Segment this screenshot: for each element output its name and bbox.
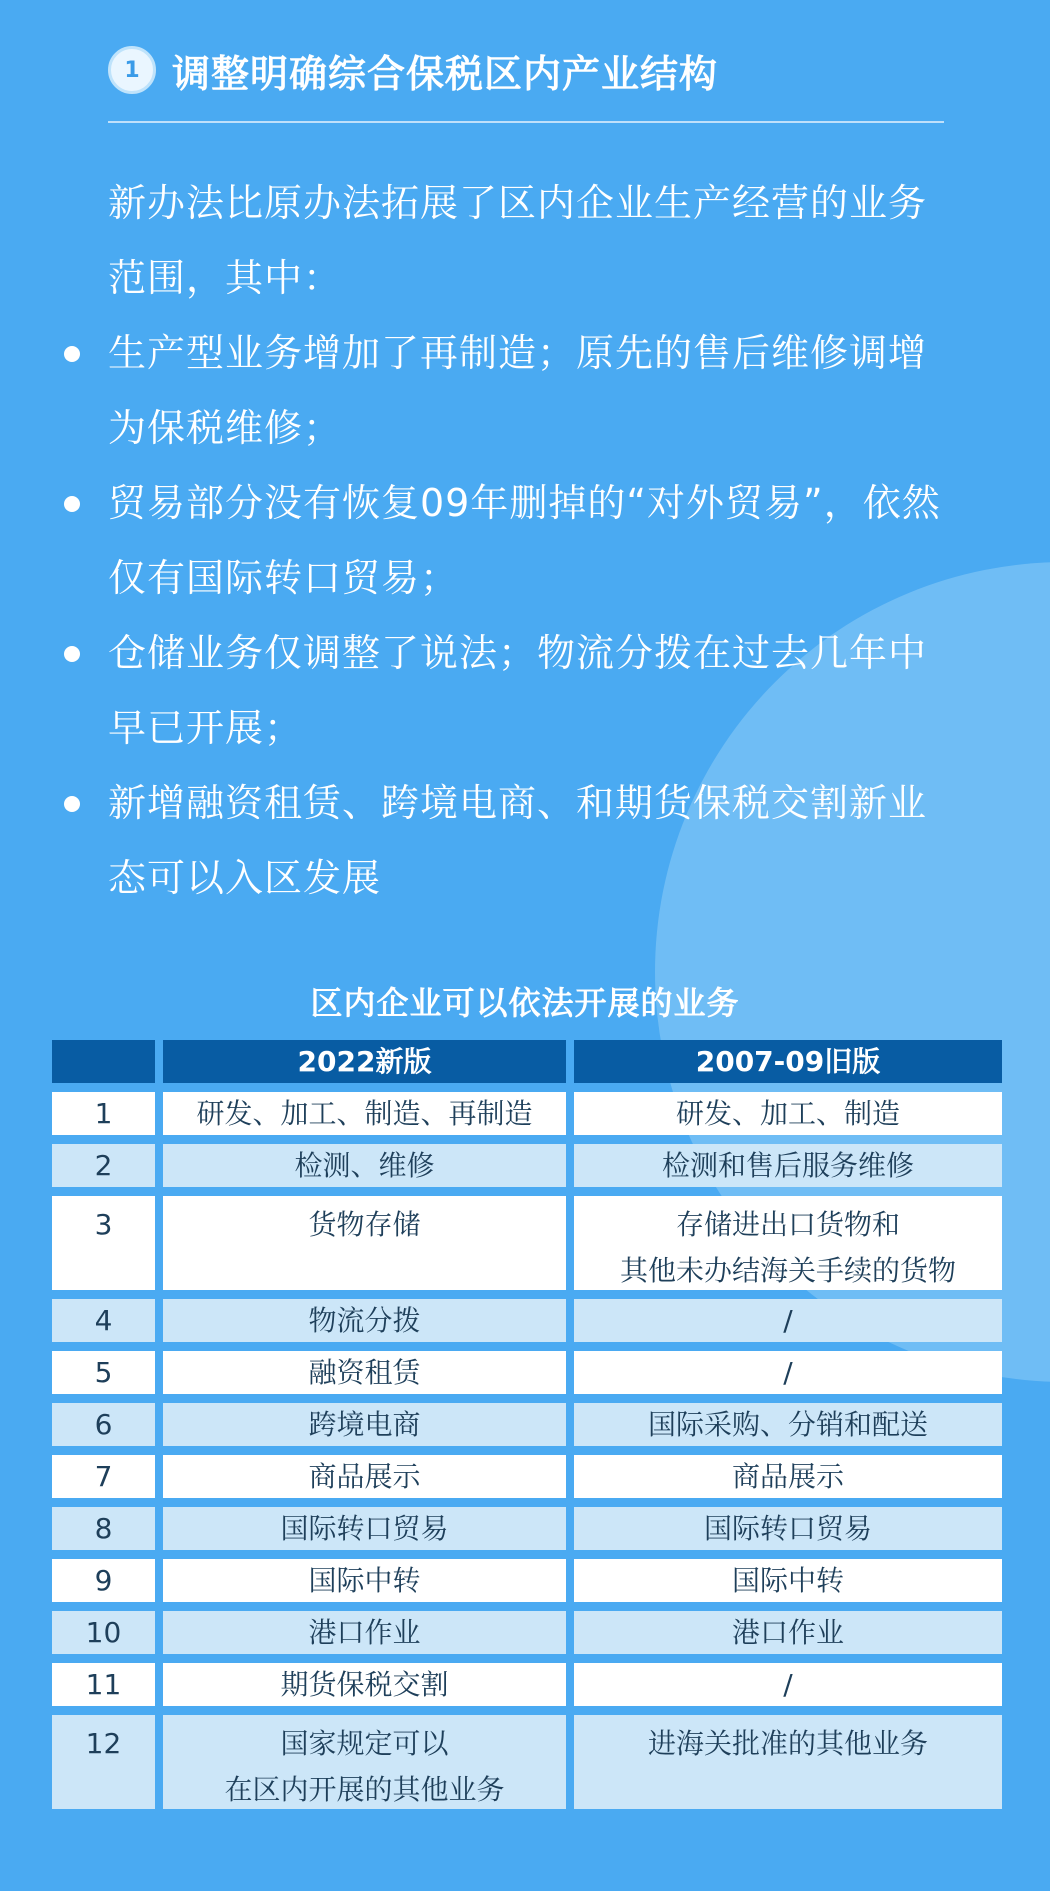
bullet-text: 贸易部分没有恢复09年删掉的“对外贸易”，依然仅有国际转口贸易； [108,481,941,600]
section-heading [108,42,718,98]
new-version-cell: 研发、加工、制造、再制造 [163,1092,566,1135]
table-row [52,1092,1002,1135]
row-number-cell: 1 [52,1092,155,1135]
row-number-cell: 5 [52,1351,155,1394]
bullet-list [108,316,958,916]
old-version-cell: 进海关批准的其他业务 [574,1715,1002,1809]
header-old-version: 2007-09旧版 [574,1040,1002,1083]
old-version-cell: 国际转口贸易 [574,1507,1002,1550]
bullet-item [108,766,958,916]
bullet-item [108,316,958,466]
table-row [52,1715,1002,1809]
header-no [52,1040,155,1083]
new-version-cell: 期货保税交割 [163,1663,566,1706]
table-row [52,1663,1002,1706]
table-row [52,1196,1002,1290]
row-number-cell: 7 [52,1455,155,1498]
table-row [52,1455,1002,1498]
old-version-cell: / [574,1299,1002,1342]
table-row [52,1559,1002,1602]
bullet-dot-icon [64,796,80,812]
old-version-cell: 商品展示 [574,1455,1002,1498]
new-version-cell: 物流分拨 [163,1299,566,1342]
bullet-text: 生产型业务增加了再制造；原先的售后维修调增为保税维修； [108,331,928,450]
old-version-cell: / [574,1351,1002,1394]
intro-paragraph: 新办法比原办法拓展了区内企业生产经营的业务范围，其中： [108,181,928,300]
new-version-cell: 商品展示 [163,1455,566,1498]
old-version-cell: 国际采购、分销和配送 [574,1403,1002,1446]
row-number-cell: 9 [52,1559,155,1602]
section-number-badge: 1 [108,46,156,94]
new-version-cell: 跨境电商 [163,1403,566,1446]
table-row [52,1507,1002,1550]
old-version-cell: / [574,1663,1002,1706]
heading-divider [108,121,944,123]
bullet-item [108,616,958,766]
row-number-cell: 10 [52,1611,155,1654]
new-version-cell: 检测、维修 [163,1144,566,1187]
header-new-version: 2022新版 [163,1040,566,1083]
table-row [52,1403,1002,1446]
old-version-cell: 港口作业 [574,1611,1002,1654]
new-version-cell: 国际转口贸易 [163,1507,566,1550]
row-number-cell: 2 [52,1144,155,1187]
new-version-cell: 港口作业 [163,1611,566,1654]
new-version-cell: 国际中转 [163,1559,566,1602]
new-version-cell: 融资租赁 [163,1351,566,1394]
bullet-dot-icon [64,496,80,512]
row-number-cell: 12 [52,1715,155,1809]
row-number-cell: 4 [52,1299,155,1342]
old-version-cell: 国际中转 [574,1559,1002,1602]
bullet-text: 仓储业务仅调整了说法；物流分拨在过去几年中早已开展； [108,631,928,750]
bullet-dot-icon [64,646,80,662]
bullet-text: 新增融资租赁、跨境电商、和期货保税交割新业态可以入区发展 [108,781,928,900]
old-version-cell: 研发、加工、制造 [574,1092,1002,1135]
bullet-item [108,466,958,616]
old-version-cell: 存储进出口货物和 其他未办结海关手续的货物 [574,1196,1002,1290]
new-version-cell: 货物存储 [163,1196,566,1290]
table-row [52,1351,1002,1394]
table-row [52,1299,1002,1342]
row-number-cell: 3 [52,1196,155,1290]
old-version-cell: 检测和售后服务维修 [574,1144,1002,1187]
new-version-cell: 国家规定可以 在区内开展的其他业务 [163,1715,566,1809]
table-header-row [52,1040,1002,1083]
row-number-cell: 8 [52,1507,155,1550]
table-row [52,1611,1002,1654]
bullet-dot-icon [64,346,80,362]
section-title: 调整明确综合保税区内产业结构 [172,51,719,96]
table-row [52,1144,1002,1187]
table-title: 区内企业可以依法开展的业务 [310,984,740,1022]
row-number-cell: 11 [52,1663,155,1706]
row-number-cell: 6 [52,1403,155,1446]
